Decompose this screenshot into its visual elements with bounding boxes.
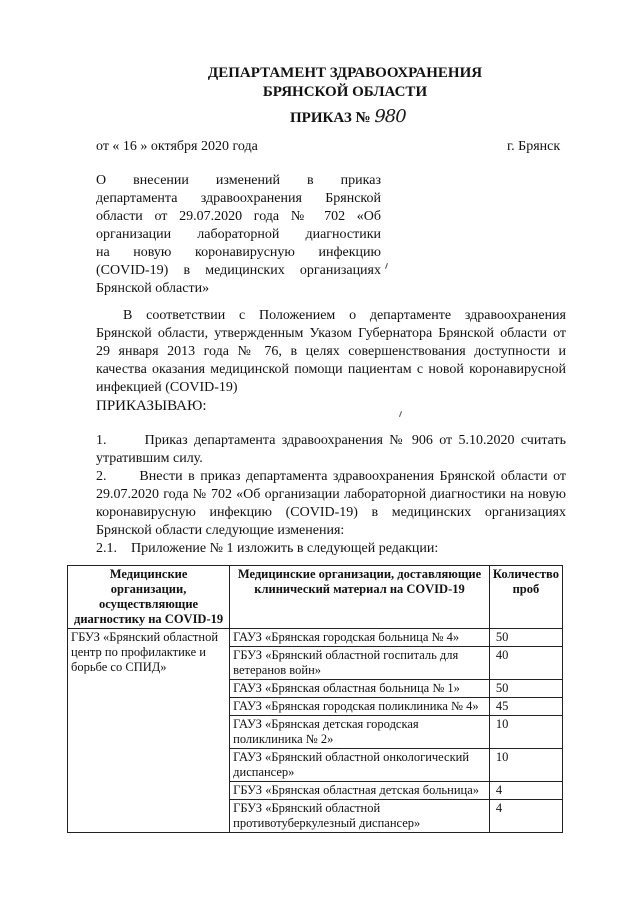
item-1-line: утратившим силу. <box>96 451 203 466</box>
order-word: ПРИКАЗЫВАЮ: <box>96 398 207 414</box>
order-number: 980 <box>374 106 406 127</box>
subject-line: О внесении изменений в приказ <box>96 173 381 188</box>
delivering-org: ГБУЗ «Брянский областной госпиталь для ветеранов войн» <box>230 647 490 680</box>
table-row <box>68 629 563 647</box>
sample-count: 4 <box>489 782 562 800</box>
item-2-line: 2. Внести в приказ департамента здравоохранения Брянской области от <box>96 469 566 484</box>
sample-count: 10 <box>489 716 562 749</box>
preamble-line: инфекцией (COVID-19) <box>96 380 238 395</box>
sample-count: 50 <box>489 680 562 698</box>
order-date: от « 16 » октября 2020 года <box>96 139 258 154</box>
lab-organization: ГБУЗ «Брянский областной центр по профилактике и борьбе со СПИД» <box>68 629 230 833</box>
subject-line: на новую коронавирусную инфекцию <box>96 245 381 260</box>
subject-line: (COVID-19) в медицинских организациях <box>96 263 381 278</box>
delivering-org: ГАУЗ «Брянская детская городская поликлиника № 2» <box>230 716 490 749</box>
item-2-1: 2.1. Приложение № 1 изложить в следующей редакции: <box>96 541 439 556</box>
department-name-line2: БРЯНСКОЙ ОБЛАСТИ <box>262 84 428 100</box>
delivering-org: ГАУЗ «Брянская городская поликлиника № 4» <box>230 698 490 716</box>
delivering-org: ГАУЗ «Брянская городская больница № 4» <box>230 629 490 647</box>
item-2-line: 29.07.2020 года № 702 «Об организации лабораторной диагностики на новую <box>96 487 566 502</box>
header-sample-count: Количество проб <box>489 566 562 629</box>
header-diagnostic-orgs: Медицинские организации, осуществляющие диагностику на COVID-19 <box>68 566 230 629</box>
delivering-org: ГБУЗ «Брянская областная детская больница» <box>230 782 490 800</box>
preamble-line: В соответствии с Положением о департаменте здравоохранения <box>123 308 566 323</box>
delivering-org: ГАУЗ «Брянская областная больница № 1» <box>230 680 490 698</box>
preamble <box>96 307 566 415</box>
order-subject <box>96 172 381 298</box>
order-items <box>96 432 566 558</box>
subject-line: департамента здравоохранения Брянской <box>96 191 381 206</box>
header-delivering-orgs: Медицинские организации, доставляющие клинический материал на COVID-19 <box>230 566 490 629</box>
delivering-org: ГАУЗ «Брянский областной онкологический диспансер» <box>230 749 490 782</box>
sample-count: 10 <box>489 749 562 782</box>
table-header-row <box>68 566 563 629</box>
subject-line: области от 29.07.2020 года № 702 «Об <box>96 209 381 224</box>
scan-mark <box>385 263 388 269</box>
preamble-line: качества оказания медицинской помощи пациентам с новой коронавирусной <box>96 362 566 377</box>
item-2-line: коронавирусную инфекцию (COVID-19) в медицинских организациях <box>96 505 566 520</box>
delivering-org: ГБУЗ «Брянский областной противотуберкулезный диспансер» <box>230 800 490 833</box>
item-2-line: Брянской области следующие изменения: <box>96 523 345 538</box>
organizations-table <box>67 565 563 833</box>
preamble-line: Брянской области, утвержденным Указом Губернатора Брянской области от <box>96 326 566 341</box>
sample-count: 4 <box>489 800 562 833</box>
order-label: ПРИКАЗ № <box>290 110 371 126</box>
preamble-line: 29 января 2013 года № 76, в целях совершенствования доступности и <box>96 344 566 359</box>
subject-line: Брянской области» <box>96 281 210 296</box>
sample-count: 40 <box>489 647 562 680</box>
department-name-line1: ДЕПАРТАМЕНТ ЗДРАВООХРАНЕНИЯ <box>207 65 483 81</box>
order-title <box>290 107 406 128</box>
item-1-line: 1. Приказ департамента здравоохранения № 906 от 5.10.2020 считать <box>96 433 566 448</box>
sample-count: 50 <box>489 629 562 647</box>
sample-count: 45 <box>489 698 562 716</box>
subject-line: организации лабораторной диагностики <box>96 227 381 242</box>
order-city: г. Брянск <box>507 139 561 154</box>
